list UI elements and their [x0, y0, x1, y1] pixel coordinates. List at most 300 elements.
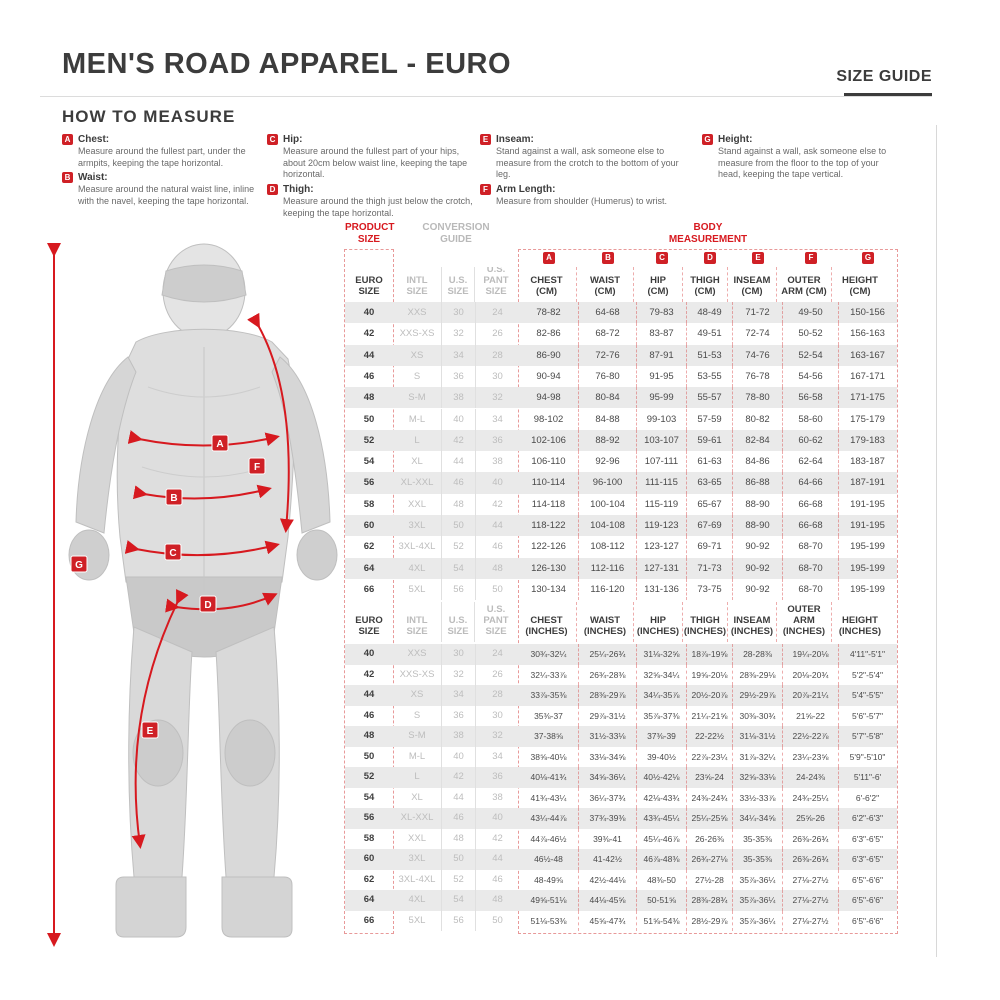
cell-inseam: 78-80 [732, 387, 782, 408]
cell-outer-arm: 24-24⅜ [782, 767, 838, 788]
cell-intl-size: XXL [408, 832, 426, 844]
cell-outer-arm: OUTER ARM (INCHES) [776, 602, 831, 642]
cell-chest: CHEST (CM) [530, 275, 563, 298]
measure-label: Inseam: [496, 134, 534, 145]
cell-euro-size: 42 [363, 668, 375, 680]
header-row [345, 267, 897, 302]
measure-column [480, 134, 690, 211]
cell-euro-size: 52 [363, 434, 375, 446]
cell-waist: 112-116 [578, 558, 636, 579]
cell-us-pant-size: 26 [475, 323, 519, 344]
cell-chest: 46½-48 [534, 854, 563, 864]
cell-hip: 34¼-35⅞ [636, 685, 686, 706]
cell-intl-size: XL [411, 791, 423, 803]
cell-euro-size: 62 [363, 873, 375, 885]
cell-euro-size: EURO SIZE [355, 275, 383, 298]
cell-chest: 38⅝-40⅛ [530, 751, 567, 762]
cell-inseam: 82-84 [732, 430, 782, 451]
cell-euro-size: 64 [363, 894, 375, 905]
cell-us-pant-size: 32 [475, 387, 519, 408]
table-row [345, 430, 897, 451]
cell-intl-size: XS [410, 689, 424, 700]
cell-thigh: 51-53 [686, 345, 732, 366]
cell-outer-arm: 21⅝-22 [782, 706, 838, 727]
cell-us-size: 36 [441, 706, 475, 727]
cell-intl-size: L [414, 434, 420, 446]
cell-outer-arm: 60-62 [782, 430, 838, 451]
cell-us-pant-size: 28 [475, 345, 519, 366]
cell-waist: 104-108 [578, 515, 636, 536]
cell-outer-arm: 64-66 [782, 472, 838, 493]
cell-us-size: 34 [441, 685, 475, 706]
cell-chest: 106-110 [531, 456, 566, 468]
cell-us-size: 54 [441, 558, 475, 579]
cell-chest: 32¼-33⅞ [530, 669, 567, 680]
cell-intl-size: 4XL [408, 562, 426, 574]
cell-height: 6'-6'2" [838, 788, 896, 809]
how-to-measure-title: HOW TO MEASURE [62, 107, 236, 126]
cell-outer-arm: 54-56 [782, 366, 838, 387]
cell-inseam: 35⅞-36¼ [732, 870, 782, 891]
cell-intl-size: 3XL [408, 853, 426, 864]
cell-intl-size: 3XL-4XL [398, 541, 436, 553]
table-row [345, 494, 897, 515]
measure-label: Hip: [283, 134, 303, 145]
cell-intl-size: XS [410, 349, 424, 361]
cell-us-pant-size: 42 [475, 494, 519, 515]
table-letter-badges [345, 252, 897, 266]
cell-us-pant-size: 28 [475, 685, 519, 706]
cell-height: 163-167 [838, 345, 896, 366]
table-row [345, 515, 897, 536]
cell-outer-arm: 50-52 [782, 323, 838, 344]
cell-us-size: 44 [441, 451, 475, 472]
cell-height: 156-163 [838, 323, 896, 344]
cell-us-size: 30 [441, 644, 475, 665]
cell-waist: 42½-44⅛ [578, 870, 636, 891]
cell-inseam: INSEAM (INCHES) [727, 602, 776, 642]
cell-us-size: 36 [441, 366, 475, 387]
cell-inseam: 32⅝-33⅛ [732, 767, 782, 788]
cell-waist: WAIST (CM) [576, 267, 633, 302]
cell-outer-arm: 68-70 [782, 579, 838, 600]
cell-inseam: 28-28⅜ [732, 644, 782, 665]
column-badge-A: A [543, 252, 555, 264]
cell-us-size: 52 [441, 536, 475, 557]
cell-hip: 99-103 [636, 409, 686, 430]
cell-height: 179-183 [838, 430, 896, 451]
cell-thigh: 27½-28 [686, 870, 732, 891]
cell-us-pant-size: 36 [475, 430, 519, 451]
cell-thigh: THIGH (CM) [682, 267, 727, 302]
cell-us-pant-size: 40 [475, 472, 519, 493]
letter-badge-F: F [480, 184, 491, 195]
cell-outer-arm: 26⅜-26¾ [782, 849, 838, 870]
cell-waist: 44⅛-45⅝ [578, 890, 636, 911]
figure-badge-E [142, 722, 158, 738]
cell-waist: 76-80 [578, 366, 636, 387]
cell-height: 5'7"-5'8" [838, 726, 896, 747]
cell-thigh: 65-67 [686, 494, 732, 515]
cell-height: 5'6"-5'7" [838, 706, 896, 727]
cell-inseam: 84-86 [732, 451, 782, 472]
right-glove [297, 530, 337, 580]
cell-intl-size: S [413, 709, 421, 721]
cell-euro-size: 54 [363, 791, 375, 803]
cell-hip: 46⅞-48⅜ [636, 849, 686, 870]
svg-text:D: D [204, 600, 212, 611]
cell-us-pant-size: 48 [475, 558, 519, 579]
measure-column [267, 134, 475, 222]
table-row [345, 829, 897, 850]
cell-intl-size: XL-XXL [400, 812, 434, 823]
rider-silhouette [69, 244, 337, 937]
cell-waist: 80-84 [578, 387, 636, 408]
svg-text:C: C [169, 548, 177, 559]
cell-inseam: INSEAM (CM) [727, 267, 776, 302]
measure-description: Measure around the fullest part, under the armpits, keeping the tape horizontal. [78, 146, 246, 168]
cell-outer-arm: 52-54 [782, 345, 838, 366]
cell-thigh: 61-63 [686, 451, 732, 472]
cell-hip: 119-123 [636, 515, 686, 536]
cell-chest: 40⅛-41¾ [530, 772, 567, 782]
measure-column [62, 134, 260, 211]
cell-us-pant-size: U.S. PANT SIZE [474, 602, 517, 642]
cell-chest: 90-94 [536, 370, 561, 382]
cell-euro-size: EURO SIZE [355, 615, 383, 638]
cell-us-size: U.S. SIZE [441, 267, 474, 302]
cell-intl-size: 3XL-4XL [398, 873, 436, 885]
cell-thigh: THIGH (INCHES) [682, 602, 727, 642]
cell-height: 6'5"-6'6" [838, 911, 896, 932]
cell-waist: 25¼-26¾ [578, 644, 636, 665]
cell-thigh: 69-71 [686, 536, 732, 557]
cell-us-pant-size: 34 [475, 747, 519, 768]
cell-us-size: 46 [441, 472, 475, 493]
cell-hip: 45¼-46⅞ [636, 829, 686, 850]
cell-hip: 48⅜-50 [636, 870, 686, 891]
cell-inseam: 86-88 [732, 472, 782, 493]
cell-inseam: 34¼-34⅝ [732, 808, 782, 829]
cell-us-pant-size: 38 [475, 451, 519, 472]
cell-thigh: 18⅞-19⅝ [686, 644, 732, 665]
cell-euro-size: 54 [363, 456, 375, 468]
cell-intl-size: XL-XXL [400, 477, 434, 489]
cell-hip: 79-83 [636, 302, 686, 323]
header-divider [40, 96, 932, 97]
table-row [345, 409, 897, 430]
cell-us-pant-size: 44 [475, 515, 519, 536]
cell-intl-size: S-M [408, 392, 426, 404]
cell-us-pant-size: 30 [475, 366, 519, 387]
cell-chest: 41¾-43¼ [530, 792, 567, 803]
cell-chest: 30¾-32¼ [530, 649, 567, 659]
table-row [345, 726, 897, 747]
cell-euro-size: 50 [363, 750, 375, 762]
cell-waist: 31½-33⅛ [578, 726, 636, 747]
cell-chest: 118-122 [531, 520, 566, 531]
cell-waist: 33⅛-34⅝ [578, 747, 636, 768]
table-row [345, 665, 897, 686]
cell-us-size: 52 [441, 870, 475, 891]
cell-us-pant-size: 48 [475, 890, 519, 911]
measurement-figure [36, 237, 338, 969]
figure-badge-D [200, 596, 216, 612]
cell-hip: 51⅝-54⅜ [636, 911, 686, 932]
column-badge-F: F [805, 252, 817, 264]
cell-thigh: 55-57 [686, 387, 732, 408]
cell-waist: WAIST (INCHES) [576, 602, 633, 642]
cell-us-pant-size: 40 [475, 808, 519, 829]
table-row [345, 890, 897, 911]
cell-outer-arm: OUTER ARM (CM) [776, 267, 831, 302]
cell-height: HEIGHT (INCHES) [831, 602, 888, 642]
cell-thigh: 59-61 [686, 430, 732, 451]
cell-us-size: 38 [441, 726, 475, 747]
cell-hip: 42⅛-43¾ [636, 788, 686, 809]
cell-us-pant-size: 46 [475, 870, 519, 891]
column-badge-D: D [704, 252, 716, 264]
table-row [345, 302, 897, 323]
cell-waist: 96-100 [578, 472, 636, 493]
cell-waist: 116-120 [578, 579, 636, 600]
cell-intl-size: S-M [408, 730, 426, 741]
cell-thigh: 73-75 [686, 579, 732, 600]
cell-us-size: 50 [441, 849, 475, 870]
cell-waist: 34⅝-36¼ [578, 767, 636, 788]
cell-outer-arm: 62-64 [782, 451, 838, 472]
cell-height: 195-199 [838, 536, 896, 557]
cell-height: 150-156 [838, 302, 896, 323]
cell-euro-size: 44 [363, 689, 375, 700]
cell-hip: HIP (INCHES) [633, 602, 682, 642]
figure-badge-A [212, 435, 228, 451]
cell-inseam: 35-35⅜ [732, 849, 782, 870]
table-row [345, 345, 897, 366]
cell-height: 191-195 [838, 515, 896, 536]
cell-chest: 43¼-44⅞ [530, 813, 567, 823]
column-badge-G: G [862, 252, 874, 264]
size-guide-underline [844, 93, 932, 96]
cell-height: 6'2"-6'3" [838, 808, 896, 829]
cell-inseam: 90-92 [732, 558, 782, 579]
cell-euro-size: 56 [363, 812, 375, 823]
cell-inseam: 90-92 [732, 536, 782, 557]
cell-waist: 108-112 [578, 536, 636, 557]
measure-label: Thigh: [283, 184, 314, 196]
cell-us-size: 42 [441, 767, 475, 788]
cell-intl-size: XXS-XS [399, 668, 435, 680]
svg-text:F: F [253, 462, 261, 473]
cell-us-pant-size: 38 [475, 788, 519, 809]
page-title: MEN'S ROAD APPAREL - EURO [62, 48, 512, 80]
cell-hip: 37⅜-39 [636, 726, 686, 747]
cell-thigh: 23⅝-24 [686, 767, 732, 788]
cell-us-size: 46 [441, 808, 475, 829]
size-guide-tab[interactable]: SIZE GUIDE [836, 68, 932, 85]
cell-height: 195-199 [838, 579, 896, 600]
cell-intl-size: M-L [408, 413, 426, 425]
cell-us-pant-size: 44 [475, 849, 519, 870]
cell-hip: 87-91 [636, 345, 686, 366]
cell-height: 5'4"-5'5" [838, 685, 896, 706]
cell-chest: 110-114 [531, 477, 566, 489]
cell-us-size: 50 [441, 515, 475, 536]
cell-outer-arm: 27⅛-27½ [782, 911, 838, 932]
cell-waist: 92-96 [578, 451, 636, 472]
cell-hip: 127-131 [636, 558, 686, 579]
cell-intl-size: 5XL [408, 583, 426, 595]
cell-euro-size: 46 [363, 370, 375, 382]
cell-euro-size: 58 [363, 498, 375, 510]
cell-us-pant-size: 26 [475, 665, 519, 686]
measure-item-B [62, 172, 260, 207]
table-row [345, 870, 897, 891]
cell-waist: 72-76 [578, 345, 636, 366]
cell-euro-size: 40 [363, 307, 375, 318]
cell-height: 167-171 [838, 366, 896, 387]
table-row [345, 579, 897, 600]
cell-euro-size: 48 [363, 392, 375, 404]
cell-intl-size: 3XL [408, 520, 426, 531]
cell-intl-size: INTL SIZE [406, 275, 428, 298]
cell-us-pant-size: 50 [475, 579, 519, 600]
cell-thigh: 20½-20⅞ [686, 685, 732, 706]
cell-inseam: 31⅞-32¼ [732, 747, 782, 768]
cell-outer-arm: 24¾-25¼ [782, 788, 838, 809]
svg-text:A: A [216, 439, 224, 450]
letter-badge-D: D [267, 184, 278, 195]
cell-waist: 41-42½ [578, 849, 636, 870]
cell-inseam: 90-92 [732, 579, 782, 600]
group-header-body: BODY MEASUREMENT [668, 222, 748, 245]
cell-us-size: 44 [441, 788, 475, 809]
cell-us-pant-size: 50 [475, 911, 519, 932]
cell-hip: 91-95 [636, 366, 686, 387]
cell-chest: 37-38⅝ [534, 731, 563, 741]
cell-intl-size: XL [411, 456, 423, 468]
cell-euro-size: 62 [363, 541, 375, 553]
cell-height: 5'11"-6' [838, 767, 896, 788]
cell-hip: 31⅛-32⅝ [636, 644, 686, 665]
measure-description: Stand against a wall, ask someone else to measure from the floor to the top of your head, keeping the tape vertical. [718, 146, 887, 180]
cell-euro-size: 66 [363, 914, 375, 926]
measure-item-E [480, 134, 690, 181]
cell-inseam: 88-90 [732, 515, 782, 536]
cell-chest: 33⅞-35⅜ [530, 690, 567, 700]
cell-inseam: 88-90 [732, 494, 782, 515]
measure-item-D [267, 184, 475, 219]
cell-us-pant-size: 42 [475, 829, 519, 850]
cell-height: 187-191 [838, 472, 896, 493]
cell-us-size: 32 [441, 323, 475, 344]
cell-euro-size: 48 [363, 730, 375, 741]
table-row [345, 911, 897, 932]
cell-us-size: U.S. SIZE [441, 602, 474, 642]
cell-outer-arm: 66-68 [782, 515, 838, 536]
cell-waist: 37¾-39⅜ [578, 808, 636, 829]
cell-thigh: 28⅜-28¾ [686, 890, 732, 911]
cell-inseam: 28⅜-29⅛ [732, 665, 782, 686]
measure-label: Height: [718, 134, 753, 145]
cell-chest: 130-134 [531, 583, 566, 595]
cell-chest: 78-82 [536, 307, 561, 318]
cell-chest: 114-118 [531, 498, 566, 510]
table-row [345, 323, 897, 344]
cell-us-pant-size: 30 [475, 706, 519, 727]
cell-us-pant-size: 24 [475, 302, 519, 323]
cell-height: 175-179 [838, 409, 896, 430]
cell-chest: 126-130 [531, 562, 566, 574]
header-row [345, 602, 897, 642]
cell-chest: 98-102 [533, 413, 564, 425]
cell-hip: 40½-42⅛ [636, 767, 686, 788]
cell-us-size: 32 [441, 665, 475, 686]
cell-hip: 111-115 [636, 472, 686, 493]
cell-thigh: 53-55 [686, 366, 732, 387]
figure-badge-C [165, 544, 181, 560]
measure-item-F [480, 184, 690, 208]
cell-intl-size: XXS [407, 648, 427, 659]
cell-outer-arm: 23¼-23⅝ [782, 747, 838, 768]
cell-intl-size: L [414, 771, 420, 782]
cell-height: 183-187 [838, 451, 896, 472]
cell-chest: 48-49⅝ [534, 874, 563, 885]
cell-outer-arm: 49-50 [782, 302, 838, 323]
cell-us-size: 40 [441, 409, 475, 430]
figure-badge-F [249, 458, 265, 474]
letter-badge-A: A [62, 134, 73, 145]
page-edge-line [936, 125, 937, 957]
figure-badge-G [71, 556, 87, 572]
cell-euro-size: 66 [363, 583, 375, 595]
table-row [345, 849, 897, 870]
svg-text:B: B [170, 493, 178, 504]
cell-outer-arm: 20⅛-20¾ [782, 665, 838, 686]
group-header-product: PRODUCT SIZE [345, 222, 395, 245]
cell-height: 6'3"-6'5" [838, 829, 896, 850]
cell-us-size: 54 [441, 890, 475, 911]
cell-chest: 94-98 [536, 392, 561, 404]
cell-waist: 36¼-37¾ [578, 788, 636, 809]
table-row [345, 644, 897, 665]
measure-item-G [702, 134, 900, 181]
cell-thigh: 49-51 [686, 323, 732, 344]
cell-hip: 123-127 [636, 536, 686, 557]
table-row [345, 387, 897, 408]
cell-chest: 51⅛-53⅜ [530, 915, 567, 926]
letter-badge-G: G [702, 134, 713, 145]
helmet-visor [162, 265, 246, 302]
cell-thigh: 25¼-25⅝ [686, 808, 732, 829]
cell-height: 4'11"-5'1" [838, 644, 896, 665]
cell-hip: 50-51⅝ [636, 890, 686, 911]
cell-us-size: 56 [441, 911, 475, 932]
cell-intl-size: M-L [408, 750, 426, 762]
cell-outer-arm: 58-60 [782, 409, 838, 430]
measure-column [702, 134, 900, 184]
cell-inseam: 31⅛-31½ [732, 726, 782, 747]
cell-chest: 35⅜-37 [534, 710, 563, 721]
cell-outer-arm: 22½-22⅞ [782, 726, 838, 747]
cell-thigh: 48-49 [686, 302, 732, 323]
cell-intl-size: INTL SIZE [406, 615, 428, 638]
table-row [345, 558, 897, 579]
left-boot [116, 877, 186, 937]
cell-euro-size: 52 [363, 771, 375, 782]
cell-outer-arm: 27⅛-27½ [782, 890, 838, 911]
cell-hip: 83-87 [636, 323, 686, 344]
